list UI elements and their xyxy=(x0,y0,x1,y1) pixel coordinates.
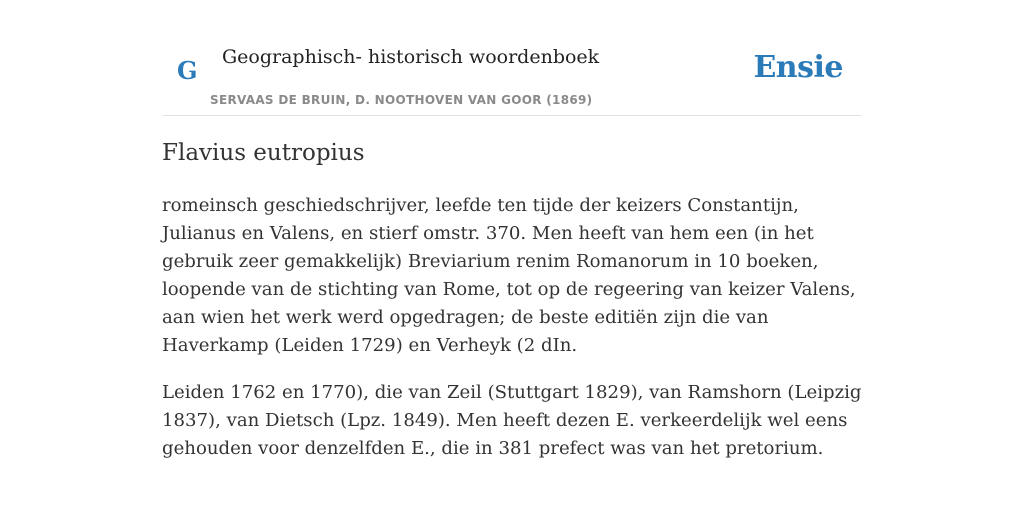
entry-title: Flavius eutropius xyxy=(162,140,365,166)
entry-paragraph: Leiden 1762 en 1770), die van Zeil (Stuttgart 1829), van Ramshorn (Leipzig 1837), van Dietsch (Lpz. 1849). Men heeft dezen E. verkeerdelijk wel eens gehouden voor denzelfden E., die in 381 prefect was van het pretorium. xyxy=(162,382,862,459)
entry-paragraph: romeinsch geschiedschrijver, leefde ten tijde der keizers Constantijn, Julianus en Valens, en stierf omstr. 370. Men heeft van hem een (in het gebruik zeer gemakkelijk) Breviarium renim Romanorum in 10 boeken, loopende van de stichting van Rome, tot op de regeering van keizer Valens, aan wien het werk werd opgedragen; de beste editiën zijn die van Haverkamp (Leiden 1729) en Verheyk (2 dIn. xyxy=(162,195,856,356)
entry-content xyxy=(162,192,862,482)
book-title[interactable]: Geographisch- historisch woordenboek xyxy=(222,46,600,68)
book-letter-logo[interactable]: G xyxy=(177,56,198,85)
ensie-logo[interactable]: Ensie xyxy=(753,50,843,85)
book-authors: SERVAAS DE BRUIN, D. NOOTHOVEN VAN GOOR (1869) xyxy=(210,93,593,107)
book-header xyxy=(162,40,862,116)
